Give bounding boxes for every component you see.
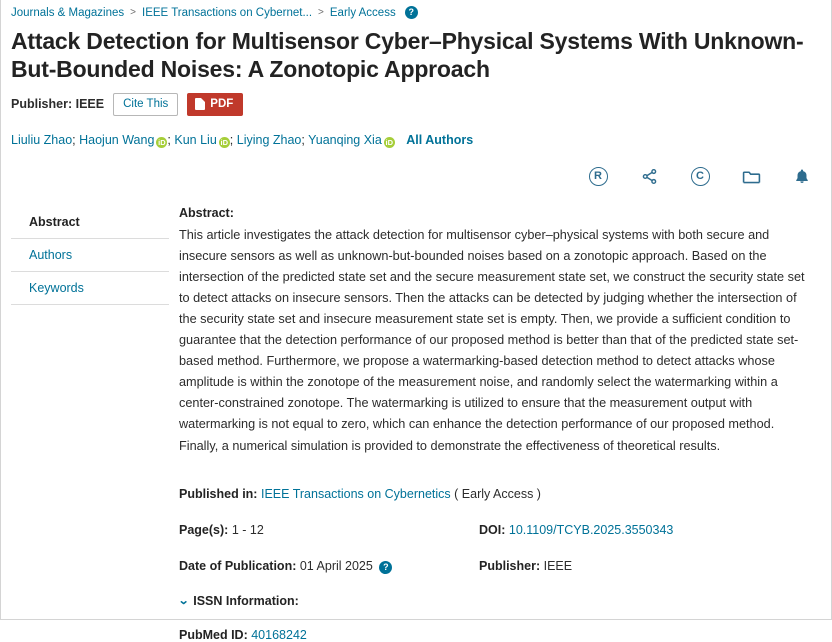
- author-item: [236, 132, 305, 147]
- author-item: [79, 133, 167, 147]
- pubmed-row: [179, 628, 811, 642]
- pages-label: Page(s):: [179, 522, 229, 537]
- doi-link[interactable]: 10.1109/TCYB.2025.3550343: [508, 522, 674, 537]
- publisher-label-text: Publisher:: [11, 97, 73, 112]
- sidebar-item-keywords[interactable]: Keywords: [11, 272, 169, 305]
- breadcrumb-item-early-access[interactable]: Early Access: [329, 6, 396, 19]
- article-body: [1, 188, 831, 642]
- early-access-note: ( Early Access ): [454, 486, 541, 501]
- metadata-grid: [179, 523, 811, 574]
- author-link[interactable]: Kun Liu: [174, 132, 217, 147]
- author-link[interactable]: Haojun Wang: [79, 132, 155, 147]
- cite-this-button[interactable]: Cite This: [113, 93, 178, 116]
- research-dashboard-icon[interactable]: [587, 166, 609, 188]
- folder-icon[interactable]: [740, 166, 762, 188]
- sidebar-item-authors[interactable]: Authors: [11, 239, 169, 272]
- publisher-meta-value: IEEE: [543, 558, 573, 573]
- research-dashboard-glyph: R: [589, 167, 608, 186]
- pdf-icon: [195, 98, 205, 110]
- page-title: Attack Detection for Multisensor Cyber–Physical Systems With Unknown-But-Bounded Noises: A Zonotopic Approach: [11, 28, 804, 83]
- abstract-label: Abstract:: [179, 205, 234, 220]
- share-icon[interactable]: [638, 166, 660, 188]
- page-scrollbar[interactable]: [824, 0, 831, 620]
- publisher-field: [479, 559, 811, 574]
- pdf-button[interactable]: [187, 93, 243, 116]
- author-item: [174, 133, 229, 147]
- published-in-row: [179, 487, 811, 501]
- author-item: [308, 133, 395, 147]
- doi-field: [479, 523, 811, 537]
- breadcrumb-separator: >: [318, 7, 324, 18]
- publisher-label: [11, 97, 104, 111]
- pages-field: [179, 523, 479, 537]
- pdf-button-label: PDF: [210, 98, 234, 111]
- issn-label: ISSN Information:: [193, 593, 299, 608]
- abstract-text: This article investigates the attack detection for multisensor cyber–physical systems with both secure and insecure sensors as well as unknown-but-bounded noises based on a zonotopic approach. Based on the intersection of the predicted state set and the secure measurement state set, we construct the security state set to detect attacks on insecure sensors. Then the attacks can be detected by judging whether the intersection of the security state set and insecure measurement state set is empty. Then, we provide a sufficient condition to guarantee that the detection performance of our proposed method is better than that of the predicted state set-based method. Furthermore, we propose a watermarking-based detection method to detect attacks whose amplitude is within the zonotope of the measurement noise, and randomly select the watermarking within a center-constrained zonotope. The watermarking is utilized to ensure that the measurement output with watermarking is not equal to zero, which can enhance the detection performance of our proposed method. Finally, a numerical simulation is provided to demonstrate the effectiveness of theoretical results.: [179, 227, 805, 453]
- author-separator: ;: [167, 132, 171, 147]
- author-link[interactable]: Liuliu Zhao: [11, 132, 73, 147]
- all-authors-button[interactable]: All Authors: [406, 132, 474, 147]
- article-actions-bar: [1, 150, 831, 188]
- author-item: [11, 133, 72, 147]
- published-in-label: Published in:: [179, 486, 258, 501]
- pages-value: 1 - 12: [231, 522, 264, 537]
- orcid-icon[interactable]: iD: [385, 137, 394, 147]
- copyright-icon[interactable]: [689, 166, 711, 188]
- orcid-icon[interactable]: iD: [158, 137, 166, 147]
- help-icon[interactable]: ?: [405, 6, 418, 19]
- journal-link[interactable]: IEEE Transactions on Cybernetics: [260, 486, 451, 501]
- publisher-row: [1, 83, 831, 116]
- author-link[interactable]: Yuanqing Xia: [308, 132, 382, 147]
- chevron-down-icon: ⌄: [177, 595, 190, 608]
- author-link[interactable]: Liying Zhao: [236, 132, 302, 147]
- authors-list: [1, 116, 831, 150]
- pubmed-link[interactable]: 40168242: [251, 627, 307, 642]
- author-separator: ;: [229, 132, 234, 147]
- author-separator: ;: [301, 132, 305, 147]
- publisher-meta-label: Publisher:: [479, 558, 541, 573]
- date-of-publication-field: [179, 559, 479, 574]
- issn-information-toggle[interactable]: [179, 594, 811, 608]
- main-content: [169, 206, 831, 642]
- copyright-glyph: C: [691, 167, 710, 186]
- section-nav: [1, 206, 169, 642]
- doi-label: DOI:: [479, 522, 506, 537]
- orcid-icon[interactable]: iD: [220, 137, 229, 147]
- author-separator: ;: [72, 132, 76, 147]
- breadcrumb-item-journals[interactable]: Journals & Magazines: [11, 6, 125, 19]
- sidebar-item-abstract[interactable]: Abstract: [11, 206, 169, 239]
- date-value: 01 April 2025: [299, 558, 373, 573]
- date-label: Date of Publication:: [179, 558, 297, 573]
- help-icon[interactable]: ?: [379, 561, 392, 574]
- pubmed-label: PubMed ID:: [179, 627, 248, 642]
- breadcrumb: [1, 0, 831, 23]
- breadcrumb-item-transactions[interactable]: IEEE Transactions on Cybernet...: [142, 6, 313, 19]
- alerts-bell-icon[interactable]: [791, 166, 813, 188]
- publisher-name: IEEE: [75, 97, 105, 112]
- breadcrumb-separator: >: [130, 7, 136, 18]
